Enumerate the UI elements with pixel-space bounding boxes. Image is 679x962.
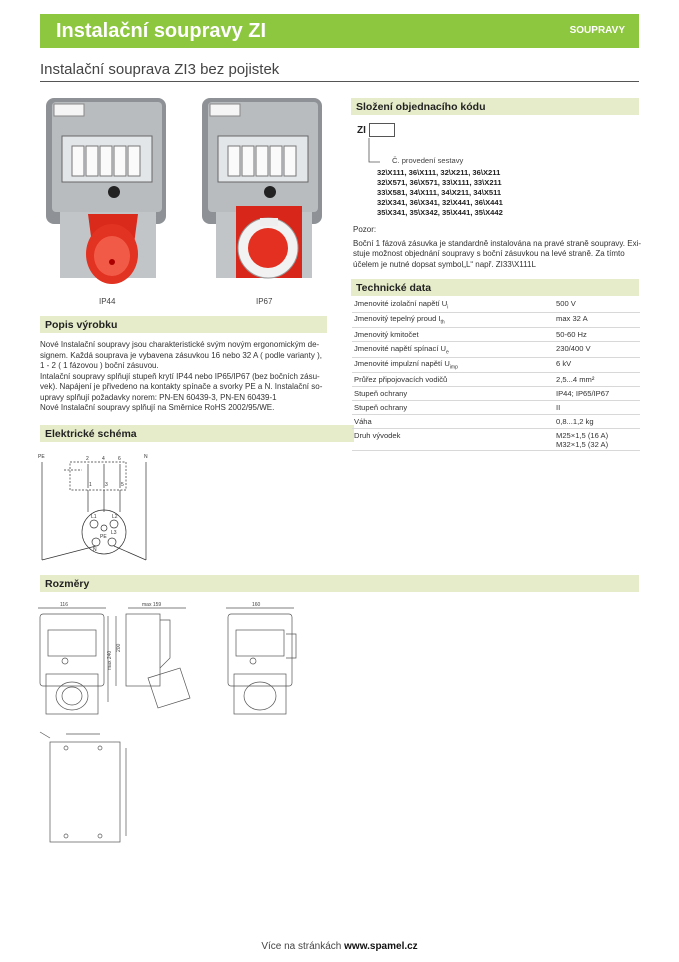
description-line: Nové Instalační soupravy jsou charakteristické svým novým ergonomickým de- xyxy=(40,340,320,349)
tech-value: 50-60 Hz xyxy=(554,328,640,342)
tech-value-line: M32×1,5 (32 A) xyxy=(556,439,609,449)
tech-label: Jmenovité napětí spínací $U_e$ xyxy=(352,342,554,358)
tech-label: Jmenovité impulzní napětí $U_{imp}$ xyxy=(352,357,554,373)
order-code-line: 33\X581, 34\X111, 34\X211, 34\X511 xyxy=(377,188,502,197)
schema-num: 1 xyxy=(89,482,92,488)
wiring-diagram xyxy=(36,450,166,570)
description-line: Intalační soupravy splňují stupeň krytí IP44 nebo IP65/IP67 (bez bočních zásu- xyxy=(40,371,320,381)
order-code-line: 32\X571, 36\X571, 33\X111, 33\X211 xyxy=(377,178,502,187)
note-line: stuje možnost objednání soupravy s boční zásuvkou na levé straně. Za tímto xyxy=(353,249,625,258)
tech-label: Jmenovitý kmitočet xyxy=(352,328,554,342)
order-code-list xyxy=(377,168,503,218)
schema-num: 6 xyxy=(118,456,121,462)
tech-value: max 32 A xyxy=(554,312,640,328)
tech-value: 6 kV xyxy=(554,357,640,373)
tech-value: 230/400 V xyxy=(554,342,640,358)
schema-pin-n: N xyxy=(93,547,97,553)
dim-label: 116 xyxy=(60,602,68,608)
tech-label: Druh vývodek xyxy=(352,429,554,451)
order-code-box xyxy=(369,123,395,137)
note-line: účelem je nutné dopsat symbol„L“ např. ZI33\X111L xyxy=(353,259,536,269)
dimension-drawings xyxy=(30,598,300,728)
description-line: Nové Instalační soupravy splňují na Směrnice RoHS 2002/95/WE. xyxy=(40,403,275,412)
tech-table xyxy=(352,297,640,451)
schema-num: 2 xyxy=(86,456,89,462)
section-header-popis: Popis výrobku xyxy=(40,316,327,333)
order-code-line: 32\X111, 36\X111, 32\X211, 36\X211 xyxy=(377,168,501,177)
product-photo-ip67 xyxy=(196,94,331,294)
description-line: 1 - 2 ( 1 fázovou ) boční zásuvou. xyxy=(40,361,159,370)
dim-label: 200 xyxy=(116,643,122,652)
product-subtitle: Instalační souprava ZI3 bez pojistek xyxy=(40,61,280,78)
footer-text: Více na stránkách xyxy=(261,941,345,952)
dim-label: max 240 xyxy=(107,650,113,670)
schema-num: 4 xyxy=(102,456,105,462)
footer-link[interactable]: www.spamel.cz xyxy=(344,941,418,952)
note-label: Pozor: xyxy=(353,225,377,234)
schema-pin-l1: L1 xyxy=(91,514,97,520)
schema-pin-pe: PE xyxy=(100,534,107,540)
dim-label: 160 xyxy=(252,602,261,608)
product-photo-ip44 xyxy=(40,94,175,294)
table-row xyxy=(352,342,640,358)
subtitle-divider xyxy=(40,81,639,82)
order-code-line: 32\X341, 36\X341, 32\X441, 36\X441 xyxy=(377,198,503,207)
tech-label: Jmenovité izolační napětí $U_i$ xyxy=(352,297,554,312)
table-row xyxy=(352,328,640,342)
schema-num: 5 xyxy=(121,482,124,488)
schema-num: 3 xyxy=(105,482,108,488)
tech-value: 2,5...4 mm² xyxy=(554,373,640,387)
table-row xyxy=(352,373,640,387)
order-code-prefix: ZI xyxy=(357,125,366,136)
section-header-slozeni: Složení objednacího kódu xyxy=(351,98,639,115)
tech-value: IP44; IP65/IP67 xyxy=(554,387,640,401)
tech-label: Stupeň ochrany xyxy=(352,401,554,415)
header-bar xyxy=(40,14,639,48)
order-code-line: 35\X341, 35\X342, 35\X441, 35\X442 xyxy=(377,208,503,217)
tech-value xyxy=(554,429,640,451)
dim-label: max 159 xyxy=(142,602,162,608)
page-title: Instalační soupravy ZI xyxy=(56,20,267,42)
section-header-rozmery: Rozměry xyxy=(40,575,639,592)
tech-label: Stupeň ochrany xyxy=(352,387,554,401)
schema-label-pe: PE xyxy=(38,454,45,460)
description-line: signem. Každá souprava je vybavena zásuvkou 16 nebo 32 A ( podle varianty ), xyxy=(40,350,322,360)
table-row xyxy=(352,415,640,429)
note-line: Boční 1 fázová zásuvka je standardně instalována na pravé straně soupravy. Exi- xyxy=(353,238,642,248)
schema-pin-l3: L3 xyxy=(111,530,117,536)
table-row xyxy=(352,357,640,373)
table-row xyxy=(352,312,640,328)
schema-pin-l2: L2 xyxy=(112,514,118,520)
footer xyxy=(0,941,679,952)
tech-value-line: M25×1,5 (16 A) xyxy=(556,430,609,440)
tech-label: Jmenovitý tepelný proud $I_{th}$ xyxy=(352,312,554,328)
table-row xyxy=(352,429,640,451)
tech-value: II xyxy=(554,401,640,415)
product-description xyxy=(40,340,332,414)
tech-label: Průřez připojovacích vodičů xyxy=(352,373,554,387)
order-note xyxy=(353,225,643,270)
table-row xyxy=(352,297,640,312)
tech-label: Váha xyxy=(352,415,554,429)
order-code-label: Č. provedení sestavy xyxy=(392,156,464,165)
section-header-schema: Elektrické schéma xyxy=(40,425,354,442)
section-header-technicke: Technické data xyxy=(351,279,639,296)
tech-value: 500 V xyxy=(554,297,640,312)
tech-value: 0,8...1,2 kg xyxy=(554,415,640,429)
table-row xyxy=(352,387,640,401)
photo-caption-ip67: IP67 xyxy=(256,297,273,306)
mounting-drawing xyxy=(36,728,136,848)
description-line: upravy splňují požadavky norem: PN-EN 60439-3, PN-EN 60439-1 xyxy=(40,392,277,402)
table-row xyxy=(352,401,640,415)
schema-label-n: N xyxy=(144,454,148,460)
description-line: vek). Napájení je přivedeno na kontakty spínače a svorky PE a N. Instalační so- xyxy=(40,382,323,391)
category-tag: SOUPRAVY xyxy=(569,25,625,36)
photo-caption-ip44: IP44 xyxy=(99,297,116,306)
